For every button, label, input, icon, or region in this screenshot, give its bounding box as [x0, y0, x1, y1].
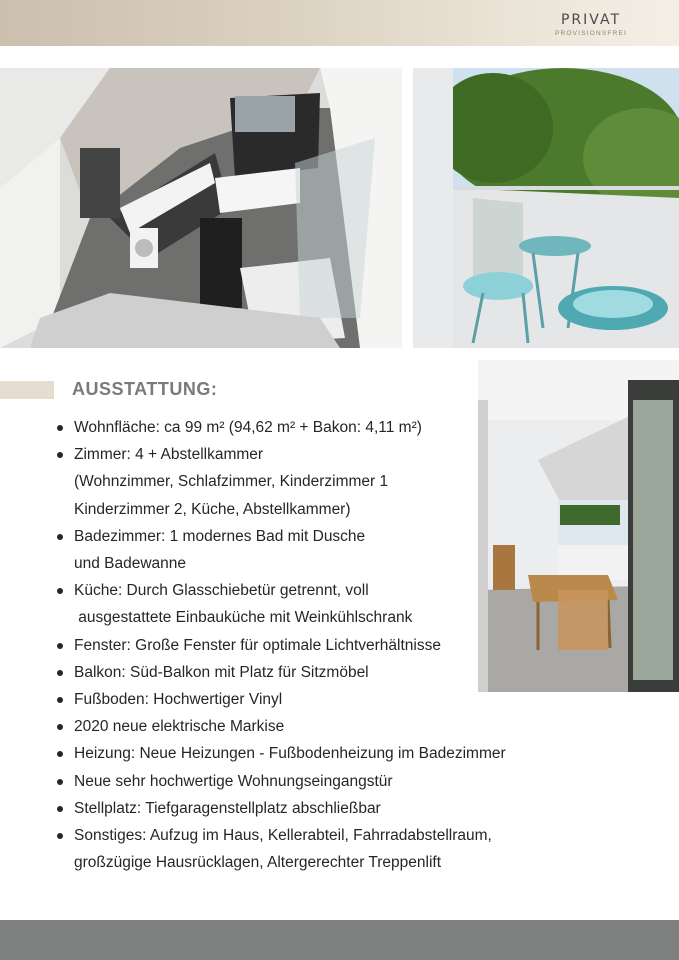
bullet-icon: [54, 523, 74, 577]
bullet-icon: [54, 577, 74, 631]
list-item: [54, 577, 554, 631]
feature-line: Sonstiges: Aufzug im Haus, Kellerabteil, Fahrradabstellraum,: [74, 827, 492, 845]
feature-line: Fenster: Große Fenster für optimale Lichtverhältnisse: [74, 636, 441, 654]
list-item: [54, 686, 554, 713]
feature-line: Zimmer: 4 + Abstellkammer: [74, 446, 264, 464]
list-item: [54, 441, 554, 523]
brand-subtitle: PROVISIONSFREI: [554, 30, 628, 37]
bathroom-render-image: [0, 68, 402, 348]
list-item: [54, 659, 554, 686]
list-item: [54, 822, 554, 876]
brand-logo: [546, 11, 636, 37]
bullet-icon: [54, 686, 74, 713]
bullet-icon: [54, 713, 74, 740]
list-item: [54, 632, 554, 659]
list-item: [54, 414, 554, 441]
feature-line: Neue sehr hochwertige Wohnungseingangstür: [74, 772, 393, 790]
brand-title: PRIVAT: [560, 12, 622, 28]
section-title: AUSSTATTUNG:: [72, 379, 218, 399]
list-item: [54, 740, 554, 767]
feature-line: (Wohnzimmer, Schlafzimmer, Kinderzimmer 1: [74, 473, 389, 491]
feature-line: 2020 neue elektrische Markise: [74, 718, 285, 736]
bullet-icon: [54, 414, 74, 441]
feature-line: und Badewanne: [74, 555, 187, 573]
bullet-icon: [54, 659, 74, 686]
bullet-icon: [54, 740, 74, 767]
bullet-icon: [54, 822, 74, 876]
balcony-photo-image: [413, 68, 679, 348]
footer-band: [0, 920, 679, 960]
list-item: [54, 523, 554, 577]
feature-line: Küche: Durch Glasschiebetür getrennt, voll: [74, 582, 369, 600]
feature-line: Balkon: Süd-Balkon mit Platz für Sitzmöbel: [74, 663, 369, 681]
feature-line: Wohnfläche: ca 99 m² (94,62 m² + Bakon: 4,11 m²): [74, 419, 422, 436]
bullet-icon: [54, 768, 74, 795]
feature-line: ausgestattete Einbauküche mit Weinkühlschrank: [74, 609, 413, 627]
header-band: [0, 0, 679, 46]
bullet-icon: [54, 632, 74, 659]
bullet-icon: [54, 795, 74, 822]
list-item: [54, 713, 554, 740]
list-item: [54, 768, 554, 795]
feature-line: großzügige Hausrücklagen, Altergerechter Treppenlift: [74, 854, 442, 872]
feature-list: [54, 414, 554, 876]
feature-line: Kinderzimmer 2, Küche, Abstellkammer): [74, 500, 351, 518]
bullet-icon: [54, 441, 74, 523]
list-item: [54, 795, 554, 822]
feature-line: Heizung: Neue Heizungen - Fußbodenheizung im Badezimmer: [74, 745, 506, 763]
feature-line: Badezimmer: 1 modernes Bad mit Dusche: [74, 527, 366, 545]
section-accent-bar: [0, 381, 54, 399]
feature-line: Fußboden: Hochwertiger Vinyl: [74, 691, 283, 709]
feature-line: Stellplatz: Tiefgaragenstellplatz abschließbar: [74, 799, 381, 817]
